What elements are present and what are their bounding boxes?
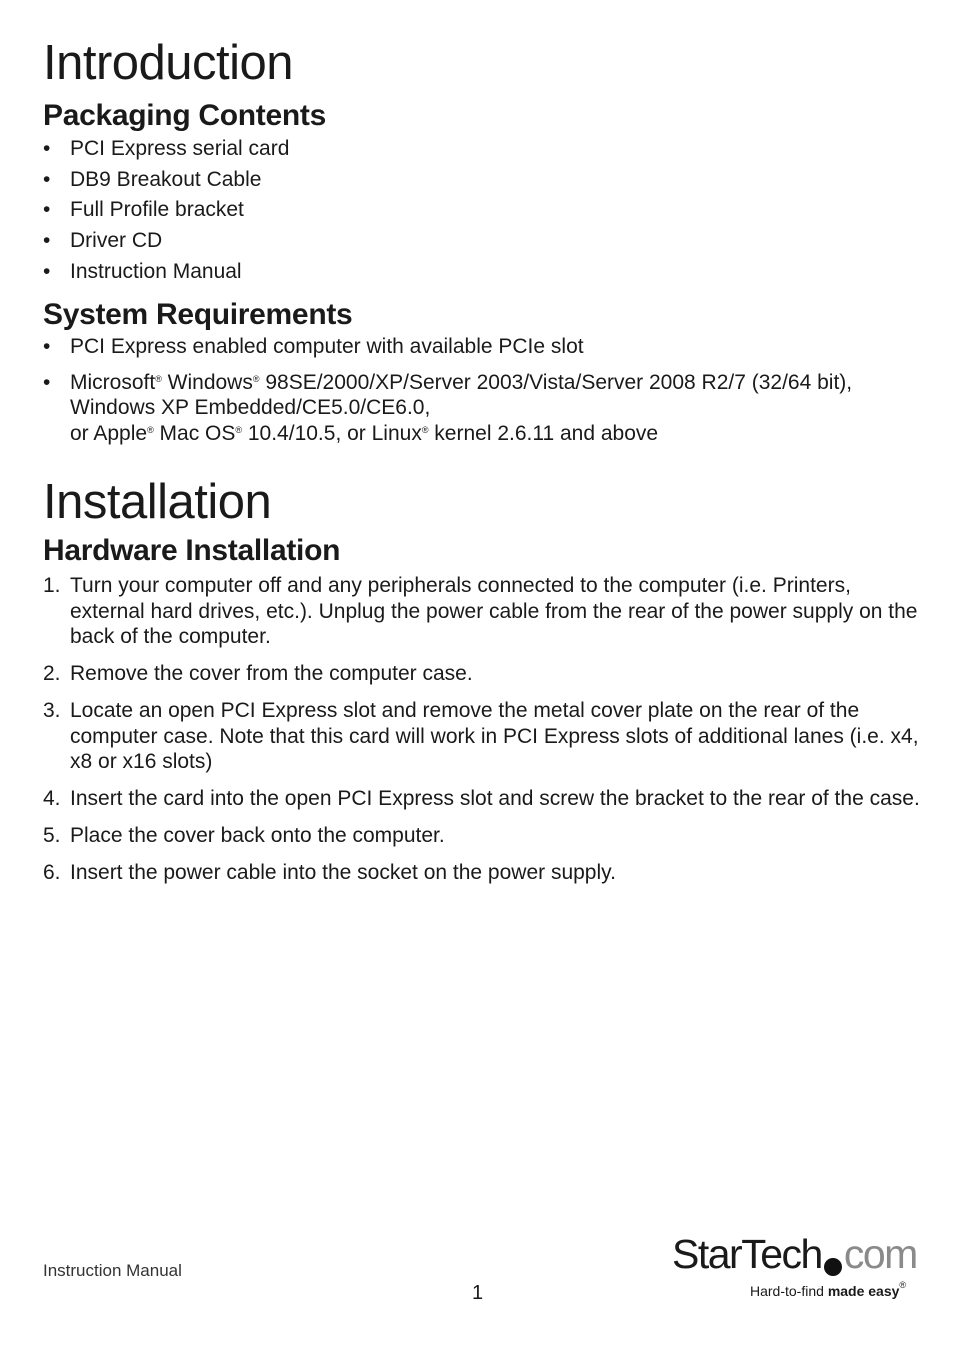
footer-label: Instruction Manual [43,1261,182,1280]
step-item: 1. Turn your computer off and any peripherals connected to the computer (i.e. Printers, external hard drives, etc.). Unplug the power cable from the rear of the power supply on the back of the computer. [43,574,918,649]
bullet: • [43,137,51,160]
bullet: • [43,167,51,191]
bullet: • [43,259,51,283]
step-item: 3. Locate an open PCI Express slot and remove the metal cover plate on the rear of the computer case. Note that this card will work in PCI Express slots of additional lanes (i.e. x4, x8 or x16 slots) [43,699,919,774]
logo-dot-icon [824,1258,842,1276]
installation-title: Installation [43,475,272,530]
packaging-contents-heading: Packaging Contents [43,99,326,132]
page-content [43,34,923,897]
logo-wordmark: StarTech com [672,1231,917,1277]
system-requirements-heading: System Requirements [43,298,353,332]
introduction-title: Introduction [43,36,294,90]
list-item: • Full Profile bracket [43,198,244,222]
step-item: 4. Insert the card into the open PCI Express slot and screw the bracket to the rear of the case. [43,787,920,811]
bullet: • [43,198,51,222]
step-item: 5. Place the cover back onto the computer. [43,824,445,848]
hardware-installation-steps [43,573,923,886]
bullet: • [43,229,51,253]
list-item: • Instruction Manual [43,259,242,283]
list-item: • Driver CD [43,229,163,253]
startech-logo [672,1231,917,1306]
list-item: • PCI Express enabled computer with available PCIe slot [43,335,584,359]
packaging-contents-list [43,136,923,284]
bullet: • [43,370,51,394]
logo-tagline: Hard-to-find made easy® [750,1280,907,1299]
system-requirements-list [43,334,923,446]
hardware-installation-heading: Hardware Installation [43,534,341,568]
list-item: • PCI Express serial card [43,137,290,160]
page-number: 1 [472,1282,484,1304]
step-item: 2. Remove the cover from the computer case. [43,662,473,686]
list-item: • Microsoft® Windows® 98SE/2000/XP/Server 2003/Vista/Server 2008 R2/7 (32/64 bit), Windows XP Embedded/CE5.0/CE6.0, or Apple® Mac OS® 10.4/10.5, or Linux® kernel 2.6.11 and above [43,370,853,445]
list-item: • DB9 Breakout Cable [43,167,262,191]
step-item: 6. Insert the power cable into the socket on the power supply. [43,861,616,885]
bullet: • [43,335,51,359]
